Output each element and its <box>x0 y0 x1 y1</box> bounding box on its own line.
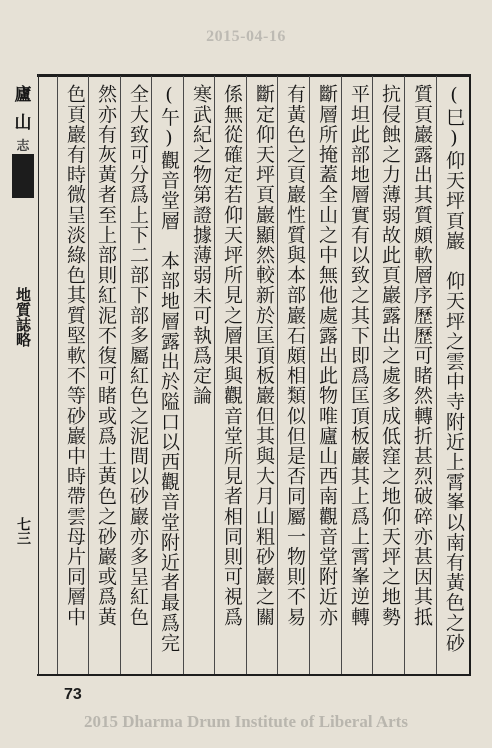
text-column-8: 係無從確定若仰天坪所見之層果與觀音堂所見者相同則可視爲 <box>221 84 243 627</box>
column-rule <box>372 76 373 674</box>
text-column-3: 抗侵蝕之力薄弱故此頁巖露出之處多成低窪之地仰天坪之地勢 <box>379 84 401 627</box>
text-column-7: 斷定仰天坪頁巖顯然較新於匡頂板巖但其與大月山粗砂巖之關 <box>253 84 275 627</box>
margin-title-1: 廬 <box>14 85 32 105</box>
page-number: 73 <box>64 686 82 703</box>
text-column-1: (巳)仰天坪頁巖 仰天坪之雲中寺附近上霄峯以南有黃色之砂 <box>443 84 465 653</box>
column-rule <box>214 76 215 674</box>
text-column-12: 然亦有灰黃者至上部則紅泥不復可睹或爲土黃色之砂巖或爲黃 <box>95 84 117 627</box>
column-rule <box>404 76 405 674</box>
column-rule <box>120 76 121 674</box>
text-column-9: 寒武紀之物第證據薄弱未可執爲定論 <box>190 84 212 406</box>
margin-black-tag <box>12 154 34 198</box>
text-column-10: (午)觀音堂層 本部地層露出於隘口以西觀音堂附近者最爲完 <box>158 84 180 653</box>
watermark: 2015 Dharma Drum Institute of Liberal Arts <box>84 712 408 731</box>
text-column-6: 有黃色之頁巖性質與本部巖石頗相類似但是否同屬一物則不易 <box>284 84 306 627</box>
margin-title-2: 山 <box>14 113 32 133</box>
column-rule <box>277 76 278 674</box>
text-column-2: 質頁巖露出其質頗軟層序歷歷可睹然轉折甚烈破碎亦甚因其抵 <box>411 84 433 627</box>
column-rule <box>183 76 184 674</box>
column-rule <box>309 76 310 674</box>
margin-title-3: 志 <box>16 139 30 154</box>
column-rule <box>246 76 247 674</box>
column-rule <box>341 76 342 674</box>
column-rule <box>88 76 89 674</box>
column-rule <box>151 76 152 674</box>
margin-page: 七三 <box>15 517 31 545</box>
text-column-4: 平坦此部地層實有以致之其下即爲匡頂板巖其上爲上霄峯逆轉 <box>348 84 370 627</box>
stamp-date: 2015-04-16 <box>206 28 286 45</box>
margin-label: 地質誌略 <box>14 287 32 347</box>
column-rule <box>57 76 58 674</box>
text-column-11: 全大致可分爲上下二部下部多屬紅色之泥間以砂巖亦多呈紅色 <box>127 84 149 627</box>
column-rule <box>436 76 437 674</box>
text-column-5: 斷層所掩蓋全山之中無他處露出此物唯廬山西南觀音堂附近亦 <box>316 84 338 627</box>
spine-line <box>38 74 39 676</box>
text-column-13: 色頁巖有時微呈淡綠色其質堅軟不等砂巖中時帶雲母片同層中 <box>64 84 86 627</box>
